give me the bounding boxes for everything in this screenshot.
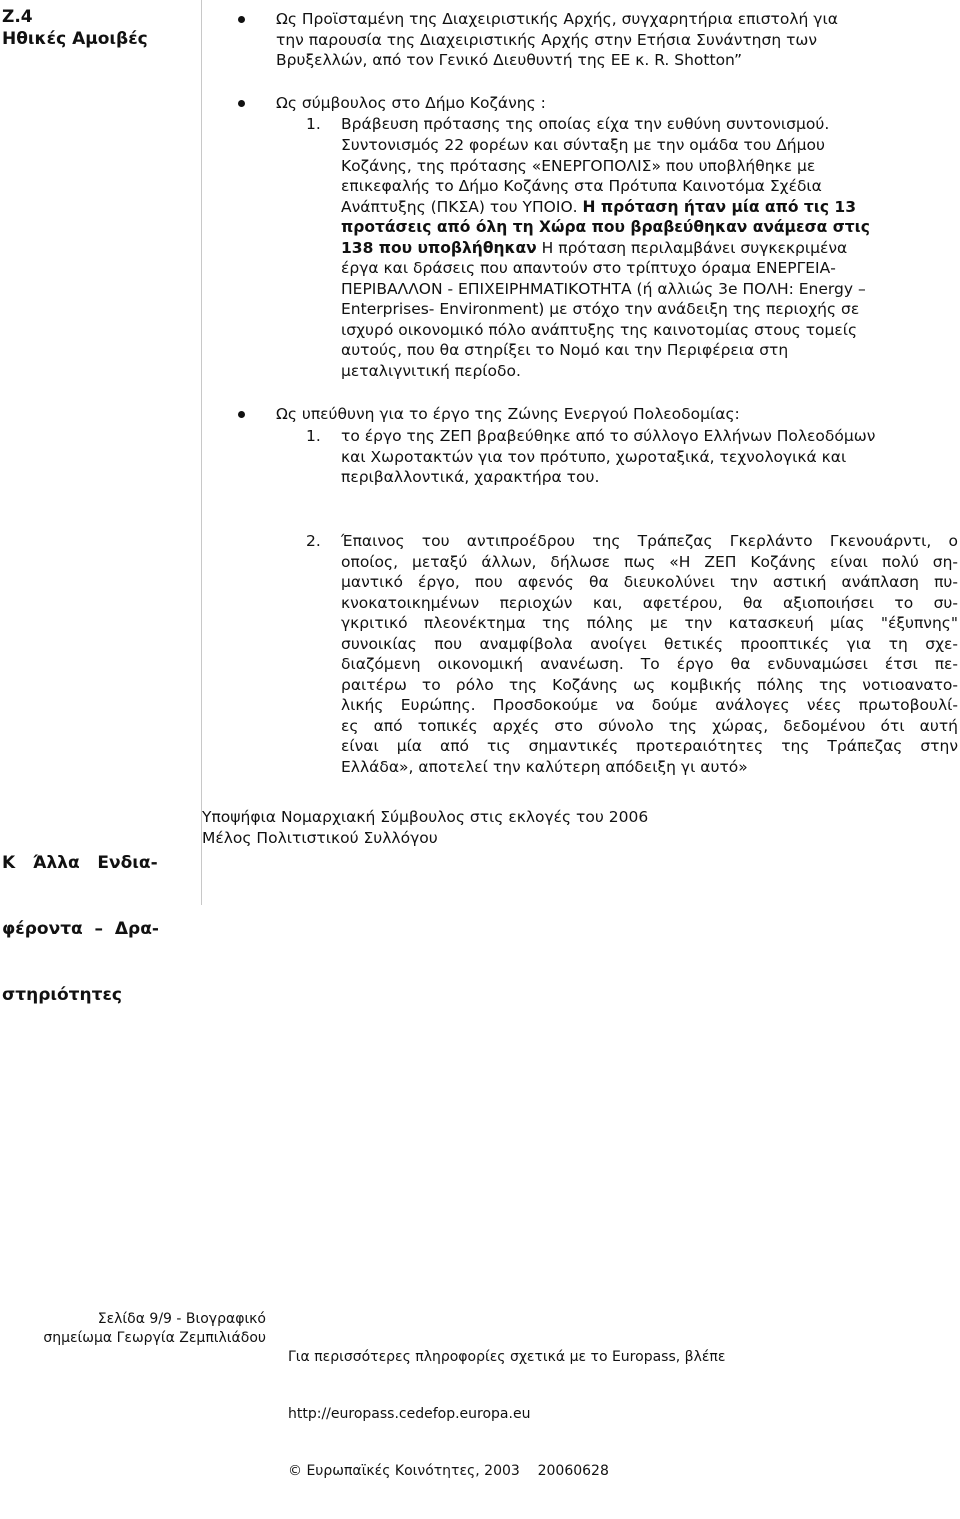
footer-europass-link[interactable]: http://europass.cedefop.europa.eu bbox=[288, 1406, 531, 1422]
section-z4-title: Ηθικές Αμοιβές bbox=[2, 29, 148, 49]
section-k-label-line1: Κ Άλλα Ενδια- bbox=[2, 853, 158, 873]
bullet-dot bbox=[238, 100, 245, 107]
bullet3-item2-text: Έπαινος του αντιπροέδρου της Τράπεζας Γκερλάντο Γκενουάρντι, ο οποίος, μεταξύ άλλων, δήλωσε πως «Η ΖΕΠ Κοζάνης είναι πολύ ση- μαντικό έργο, που αφενός θα διευκολύνει την αστική ανάπλαση πυ- κνοκατοικημένων περιοχών και, αφετέρου, θα αξιοποιήσει το συ- γκριτικό πλεονέκτημα της πόλης με την κατασκευή μίας "έξυπνης" συνοικίας που αναμφίβολα ανοίγει θετικές προοπτικές για τη σχε- διαζόμενη οικονομική ανανέωση. Το έργο θα ενδυναμώσει έτσι πε- ραιτέρω το ρόλο της Κοζάνης ως κομβικής πόλης της νοτιοανατο- λικής Ευρώπης. Προσδοκούμε να δούμε ανάλογες νέες πρωτοβουλί- ες από τοπικές αρχές στο σύνολο της χώρας, δεδομένου ότι αυτή είναι μία από τις σημαντικές προτεραιότητες της Τράπεζας στην Ελλάδα», αποτελεί την καλύτερη απόδειξη γι αυτό» bbox=[341, 532, 958, 776]
footer-info-text: Για περισσότερες πληροφορίες σχετικά με το Europass, βλέπε bbox=[288, 1349, 726, 1365]
section-k-label-line2: φέροντα – Δρα- bbox=[2, 919, 159, 939]
footer-right bbox=[288, 1310, 725, 1519]
footer-cv-owner: σημείωμα Γεωργία Ζεμπιλιάδου bbox=[43, 1330, 266, 1346]
bullet2-item-title: Βράβευση πρότασης της οποίας είχα την ευθύνη συντονισμού. bbox=[341, 115, 830, 133]
bullet-dot bbox=[238, 411, 245, 418]
section-k-label-line3: στηριότητες bbox=[2, 985, 123, 1005]
footer-page-number: Σελίδα 9/9 - Βιογραφικό bbox=[97, 1311, 266, 1327]
bullet2-heading: Ως σύμβουλος στο Δήμο Κοζάνης : bbox=[276, 94, 546, 112]
bullet1-text: Ως Προϊσταμένη της Διαχειριστικής Αρχής, συγχαρητήρια επιστολή για την παρουσία της Διαχειριστικής Αρχής στην Ετήσια Συνάντηση των Βρυξελλών, από τον Γενικό Διευθυντή της ΕΕ κ. R. Shotton” bbox=[276, 10, 838, 69]
footer-copyright: © Ευρωπαϊκές Κοινότητες, 2003 20060628 bbox=[288, 1463, 609, 1479]
bullet3-heading: Ως υπεύθυνη για το έργο της Ζώνης Ενεργού Πολεοδομίας: bbox=[276, 405, 740, 423]
section-z4-label bbox=[2, 6, 148, 50]
section-k-label bbox=[2, 808, 159, 1050]
section-k-items bbox=[202, 807, 648, 848]
footer-left bbox=[36, 1310, 266, 1348]
column-divider bbox=[201, 0, 202, 905]
list-item: Μέλος Πολιτιστικού Συλλόγου bbox=[202, 828, 438, 847]
bullet-dot bbox=[238, 16, 245, 23]
list-item: Υποψήφια Νομαρχιακή Σύμβουλος στις εκλογές του 2006 bbox=[202, 808, 649, 826]
bullet3-item1-text: το έργο της ΖΕΠ βραβεύθηκε από το σύλλογο Ελλήνων Πολεοδόμων και Χωροτακτών για τον πρότυπο, χωροταξικά, τεχνολογικά και περιβαλλοντικά, χαρακτήρα του. bbox=[341, 427, 876, 486]
bullet3-item1-number: 1. bbox=[306, 427, 321, 445]
bullet3-item2-number: 2. bbox=[306, 532, 321, 550]
bullet2-item-number: 1. bbox=[306, 115, 321, 133]
bullet2-paragraph: Συντονισμός 22 φορέων και σύνταξη με την ομάδα του Δήμου Κοζάνης, της πρότασης «ΕΝΕΡΓΟΠΟΛΙΣ» που υποβλήθηκε με επικεφαλής το Δήμο Κοζάνης στα Πρότυπα Καινοτόμα Σχέδια Ανάπτυξης (ΠΚΣΑ) του ΥΠΟΙΟ. Η πρόταση ήταν μία από τις 13 προτάσεις από όλη τη Χώρα που βραβεύθηκαν ανάμεσα στις 138 που υποβλήθηκαν Η πρόταση περιλαμβάνει συγκεκριμένα έργα και δράσεις που απαντούν στο τρίπτυχο όραμα ΕΝΕΡΓΕΙΑ- ΠΕΡΙΒΑΛΛΟΝ - ΕΠΙΧΕΙΡΗΜΑΤΙΚΟΤΗΤΑ (ή αλλιώς 3e ΠΟΛΗ: Energy – Enterprises- Environment) με στόχο την ανάδειξη της περιοχής σε ισχυρό οικονομικό πόλο ανάπτυξης της καινοτομίας στους τομείς αυτούς, που θα στηρίξει το Νομό και την Περιφέρεια στη μεταλιγνιτική περίοδο. bbox=[341, 136, 870, 380]
section-z4-number: Z.4 bbox=[2, 7, 33, 27]
